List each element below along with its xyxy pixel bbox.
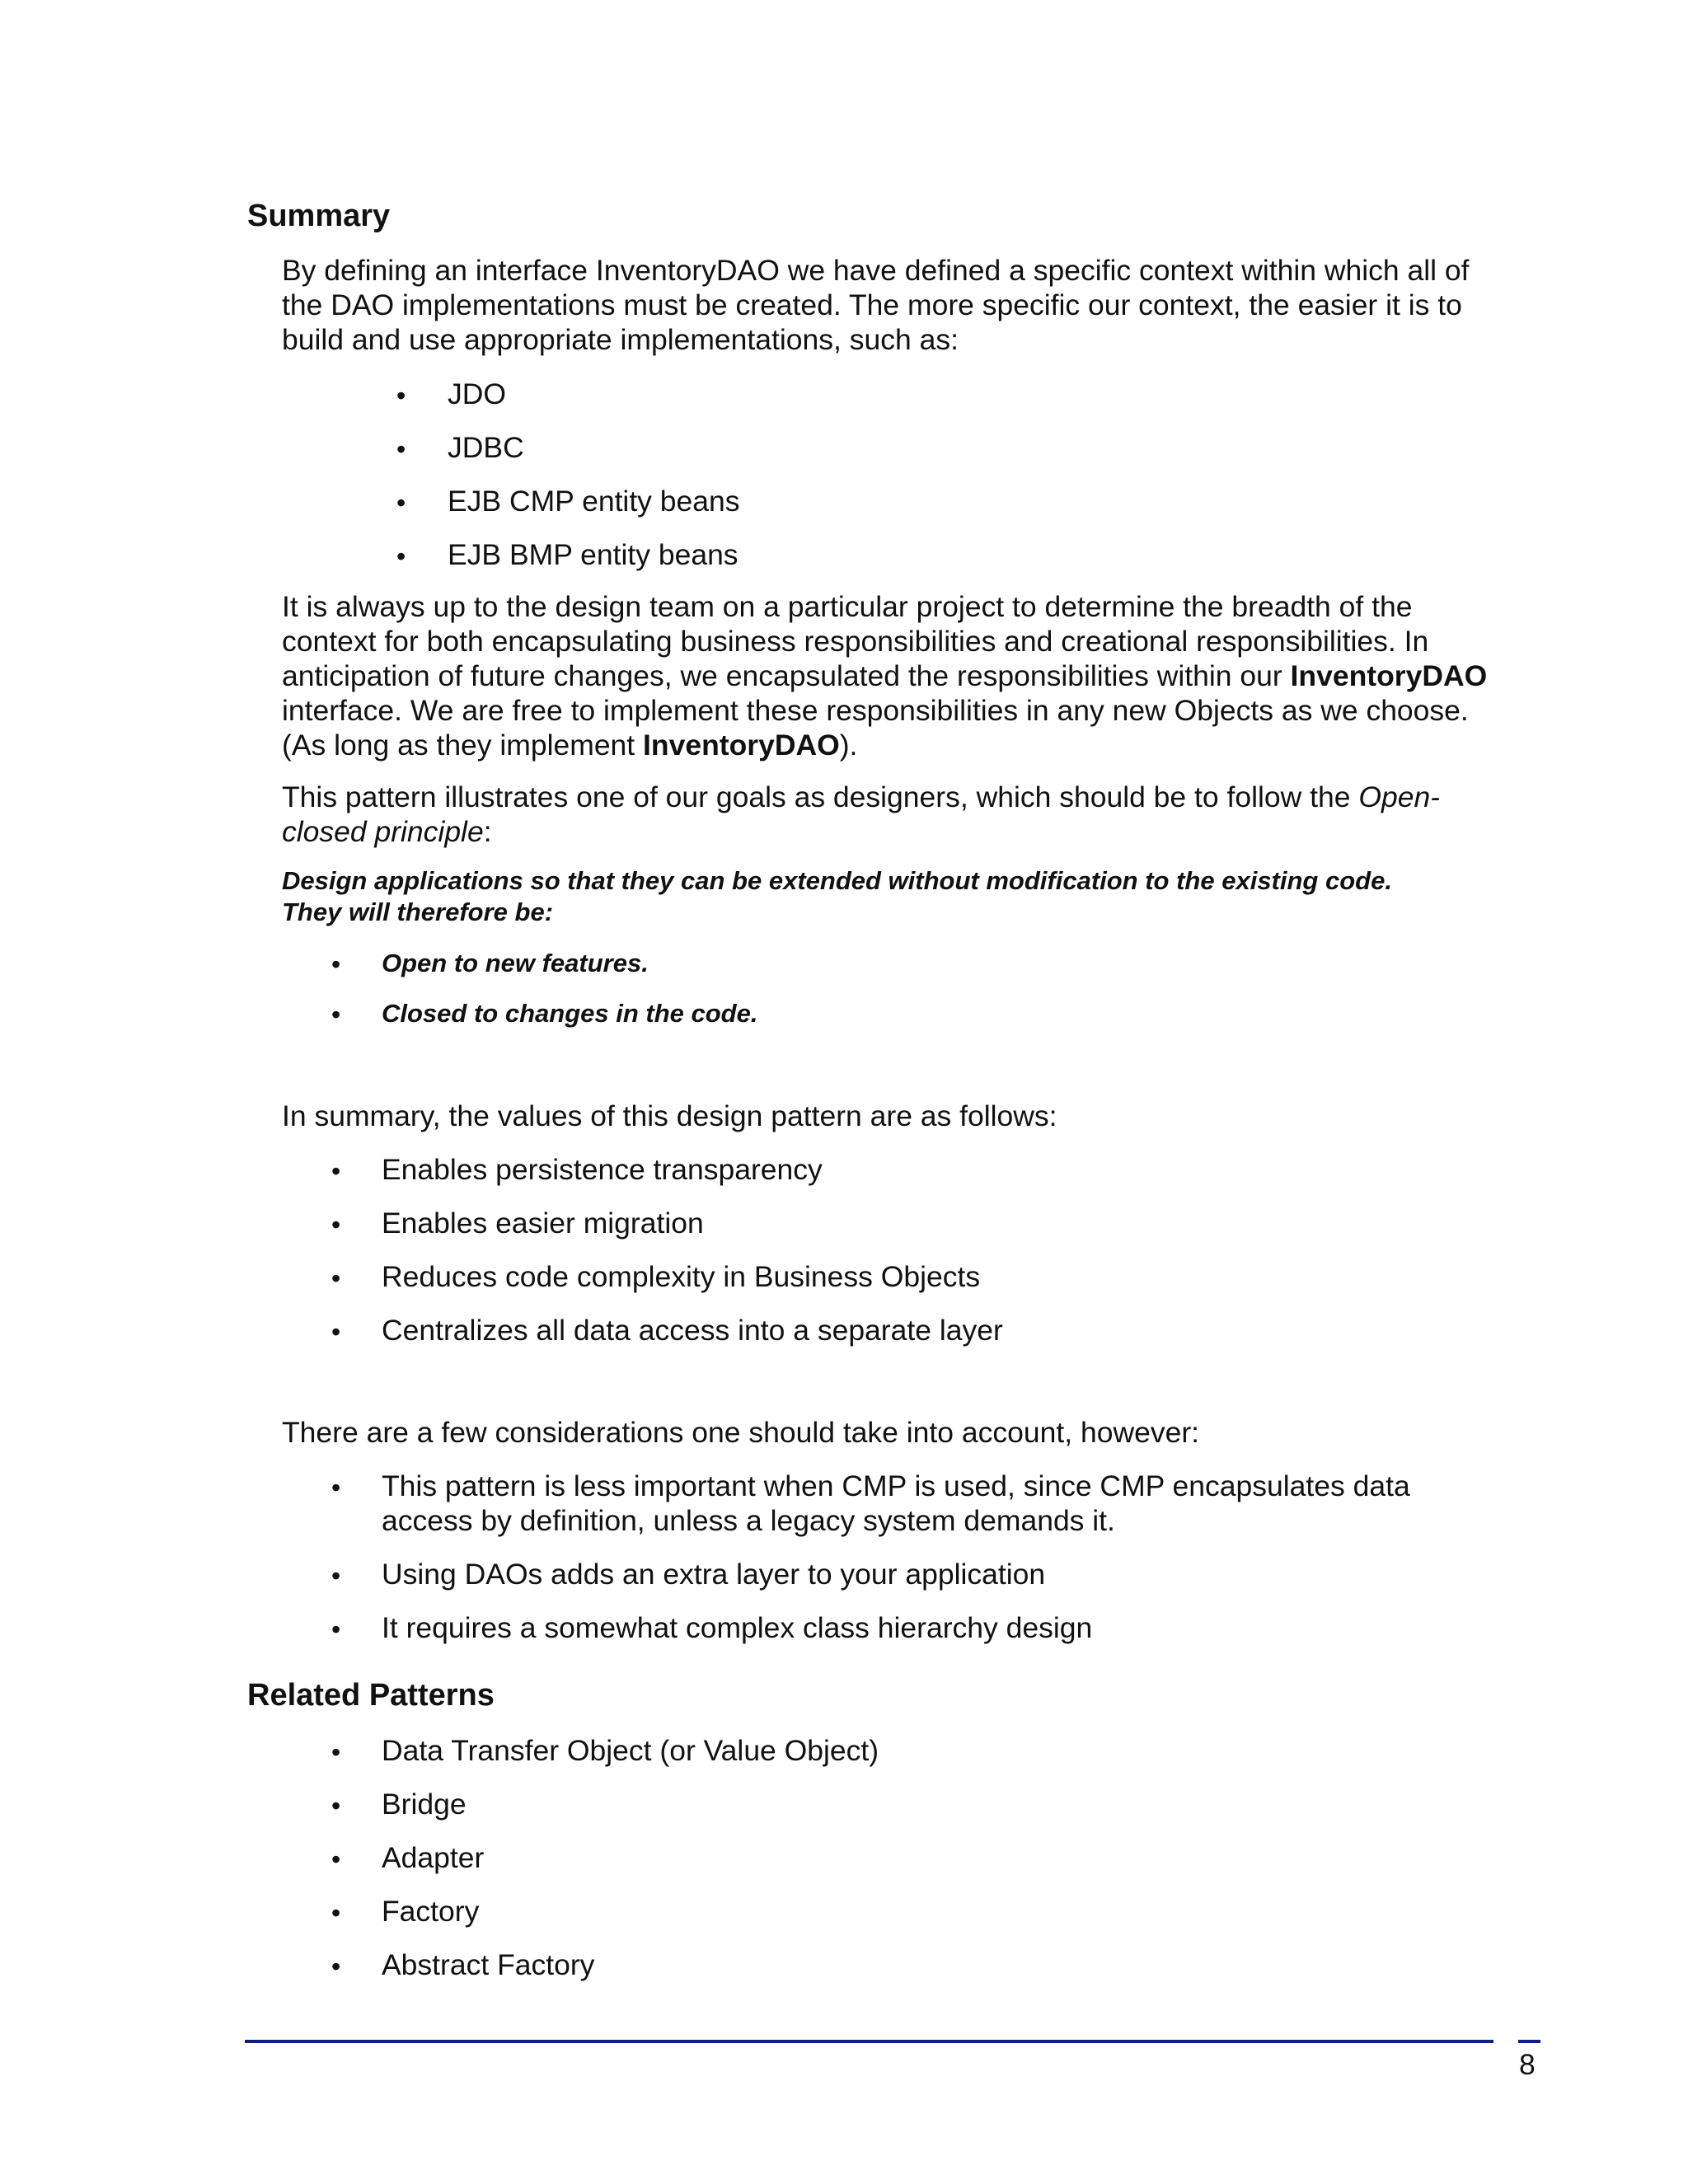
bullet-icon: • bbox=[331, 1615, 341, 1644]
list-item: Data Transfer Object (or Value Object) bbox=[382, 1734, 879, 1767]
list-item: Adapter bbox=[382, 1841, 485, 1874]
list-item: JDO bbox=[448, 377, 506, 410]
bullet-icon: • bbox=[331, 1791, 341, 1821]
bullet-icon: • bbox=[331, 1737, 341, 1767]
summary-heading: Summary bbox=[247, 199, 391, 233]
list-item: Using DAOs adds an extra layer to your application bbox=[382, 1558, 1046, 1591]
bullet-icon: • bbox=[396, 488, 406, 518]
footer-rule-segment bbox=[1518, 2040, 1540, 2043]
bullet-icon: • bbox=[331, 1473, 341, 1502]
bullet-icon: • bbox=[331, 1561, 341, 1591]
paragraph-line bbox=[282, 780, 1440, 814]
paragraph-line bbox=[282, 728, 857, 762]
bullet-icon: • bbox=[331, 1898, 341, 1928]
paragraph-line: the DAO implementations must be created. The more specific our context, the easier it is to bbox=[282, 288, 1462, 321]
list-item: EJB BMP entity beans bbox=[448, 538, 738, 571]
text-run: anticipation of future changes, we encapsulated the responsibilities within our bbox=[282, 659, 1291, 692]
paragraph-line: context for both encapsulating business responsibilities and creational responsibilities. In bbox=[282, 625, 1429, 658]
list-item: Centralizes all data access into a separate layer bbox=[382, 1314, 1003, 1347]
paragraph-line bbox=[282, 658, 1487, 693]
paragraph-line: In summary, the values of this design pattern are as follows: bbox=[282, 1099, 1057, 1132]
paragraph-line: It is always up to the design team on a particular project to determine the breadth of the bbox=[282, 590, 1413, 623]
text-run: (As long as they implement bbox=[282, 729, 644, 762]
page-number: 8 bbox=[1519, 2048, 1536, 2081]
paragraph-line: interface. We are free to implement these responsibilities in any new Objects as we choose. bbox=[282, 694, 1469, 727]
bullet-icon: • bbox=[331, 1844, 341, 1874]
principle-name: closed principle bbox=[282, 815, 484, 848]
list-item: Closed to changes in the code. bbox=[382, 999, 758, 1028]
paragraph-line: build and use appropriate implementations, such as: bbox=[282, 323, 959, 356]
list-item: EJB CMP entity beans bbox=[448, 485, 740, 518]
bullet-icon: • bbox=[396, 381, 406, 410]
quote-line: Design applications so that they can be extended without modification to the existing code. bbox=[282, 866, 1392, 895]
list-item: It requires a somewhat complex class hierarchy design bbox=[382, 1611, 1093, 1644]
list-item: This pattern is less important when CMP is used, since CMP encapsulates data bbox=[382, 1469, 1410, 1502]
related-patterns-heading: Related Patterns bbox=[247, 1678, 495, 1713]
bullet-icon: • bbox=[396, 434, 406, 464]
list-item: JDBC bbox=[448, 431, 524, 464]
text-run: : bbox=[483, 815, 492, 848]
bullet-icon: • bbox=[331, 1317, 341, 1347]
list-item: Enables persistence transparency bbox=[382, 1153, 823, 1186]
list-item-continuation: access by definition, unless a legacy system demands it. bbox=[382, 1504, 1115, 1537]
list-item: Bridge bbox=[382, 1788, 467, 1821]
footer-rule bbox=[245, 2040, 1493, 2043]
paragraph-line: There are a few considerations one should take into account, however: bbox=[282, 1416, 1199, 1449]
list-item: Enables easier migration bbox=[382, 1207, 704, 1240]
bullet-icon: • bbox=[331, 1156, 341, 1186]
bullet-icon: • bbox=[331, 1952, 341, 1981]
paragraph-line bbox=[282, 814, 492, 849]
quote-line: They will therefore be: bbox=[282, 898, 554, 926]
principle-name: Open- bbox=[1358, 780, 1441, 813]
bullet-icon: • bbox=[331, 1210, 341, 1240]
list-item: Abstract Factory bbox=[382, 1948, 595, 1981]
list-item: Factory bbox=[382, 1895, 480, 1928]
paragraph-line: By defining an interface InventoryDAO we have defined a specific context within which all of bbox=[282, 254, 1470, 287]
bullet-icon: • bbox=[331, 1000, 341, 1029]
bullet-icon: • bbox=[331, 949, 341, 979]
bullet-icon: • bbox=[331, 1263, 341, 1293]
class-name-emphasis: InventoryDAO bbox=[643, 729, 840, 762]
text-run: ). bbox=[839, 729, 858, 762]
class-name-emphasis: InventoryDAO bbox=[1290, 659, 1488, 692]
list-item: Open to new features. bbox=[382, 949, 649, 977]
bullet-icon: • bbox=[396, 541, 406, 571]
text-run: This pattern illustrates one of our goals as designers, which should be to follow the bbox=[282, 780, 1359, 813]
list-item: Reduces code complexity in Business Objects bbox=[382, 1260, 981, 1293]
